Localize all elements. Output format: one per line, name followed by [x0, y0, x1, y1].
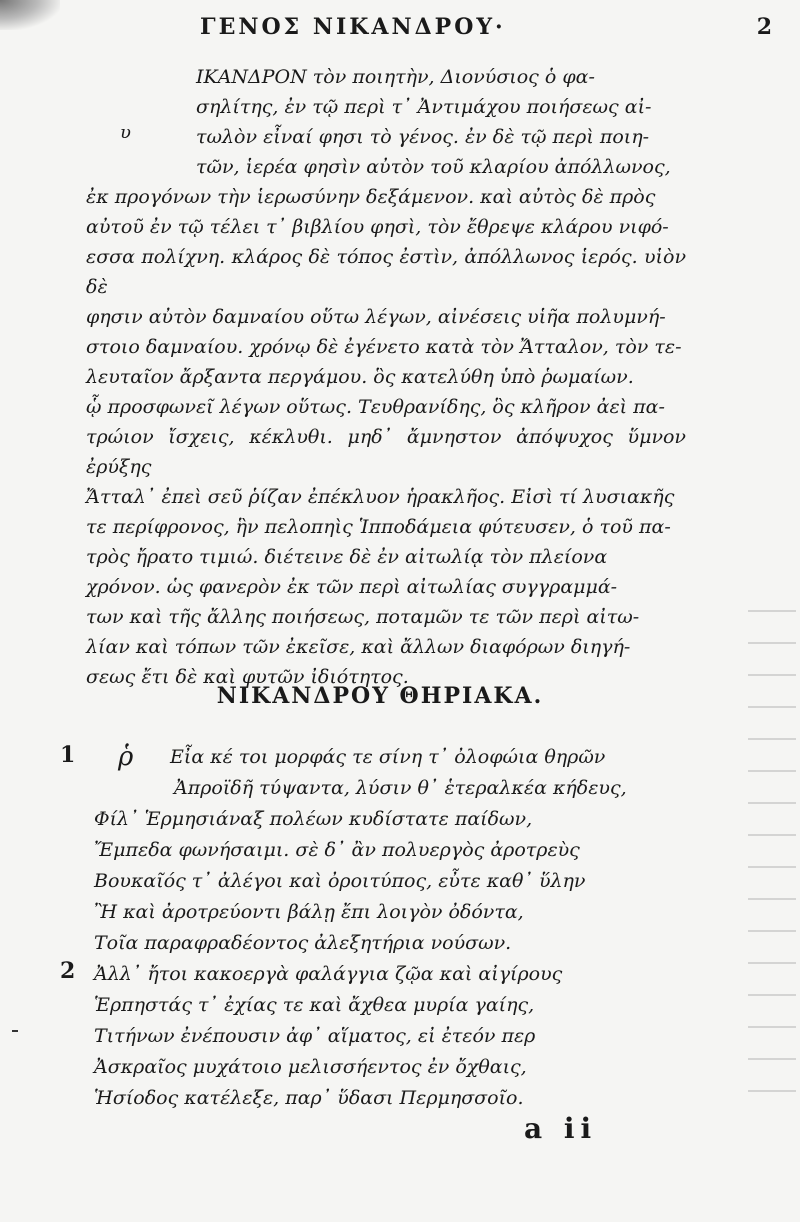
prose-line: Ἄτταλ᾽ ἐπεὶ σεῦ ῥίζαν ἐπέκλυον ἡρακλῆος. Εἰσὶ τί λυσιακῆς	[86, 486, 675, 508]
verse-line: Βουκαῖός τ᾽ ἀλέγοι καὶ ὀροιτύπος, εὖτε καθ᾽ ὕλην	[94, 870, 586, 892]
poem-verses	[74, 742, 634, 1114]
life-of-nicander-text	[86, 62, 686, 692]
prose-line: τρὸς ἤρατο τιμιώ. διέτεινε δὲ ἐν αἰτωλίᾳ τὸν πλείονα	[86, 546, 608, 568]
verse-line: Ἔμπεδα φωνήσαιμι. σὲ δ᾽ ἂν πολυεργὸς ἀροτρεὺς	[94, 839, 580, 861]
running-head	[200, 14, 780, 40]
page-corner-shadow	[0, 0, 60, 30]
verse-line: Ἢ καὶ ἀροτρεύοντι βάλῃ ἔπι λοιγὸν ὀδόντα,	[94, 901, 524, 923]
prose-line: εσσα πολίχνη. κλάρος δὲ τόπος ἐστὶν, ἀπόλλωνος ἱερός. υἱὸν δὲ	[86, 246, 686, 298]
signature-mark: a ii	[524, 1112, 598, 1145]
verse-line: Φίλ᾽ Ἑρμησιάναξ πολέων κυδίστατε παίδων,	[94, 808, 533, 830]
prose-line: των καὶ τῆς ἄλλης ποιήσεως, ποταμῶν τε τῶν περὶ αἰτω-	[86, 606, 640, 628]
prose-line: τρώιον ἴσχεις, κέκλυθι. μηδ᾽ ἄμνηστον ἀπόψυχος ὕμνον ἐρύξης	[86, 426, 686, 478]
prose-line: αὐτοῦ ἐν τῷ τέλει τ᾽ βιβλίου φησὶ, τὸν ἔθρεψε κλάρου νιφό-	[86, 216, 669, 238]
prose-line: ᾧ προσφωνεῖ λέγων οὕτως. Τευθρανίδης, ὃς κλῆρον ἀεὶ πα-	[86, 396, 665, 418]
prose-line: σηλίτης, ἐν τῷ περὶ τ᾽ Ἀντιμάχου ποιήσεως αἰ-	[196, 96, 652, 118]
verse-line: Εἶα κέ τοι μορφάς τε σίνη τ᾽ ὀλοφώια θηρῶν	[170, 746, 606, 768]
prose-line: τε περίφρονος, ἣν πελοπηὶς Ἱπποδάμεια φύτευσεν, ὁ τοῦ πα-	[86, 516, 671, 538]
prose-line: τῶν, ἱερέα φησὶν αὐτὸν τοῦ κλαρίου ἀπόλλωνος,	[196, 156, 671, 178]
prose-line: λευταῖον ἄρξαντα περγάμου. ὃς κατελύθη ὑπὸ ῥωμαίων.	[86, 366, 634, 388]
verse-line: Ἡσίοδος κατέλεξε, παρ᾽ ὕδασι Περμησσοῖο.	[94, 1087, 524, 1109]
verse-line: Ἀλλ᾽ ἤτοι κακοεργὰ φαλάγγια ζῷα καὶ αἰγίρους	[94, 963, 563, 985]
initial-letter: ῥ	[118, 742, 134, 772]
show-through-text	[740, 600, 800, 1120]
verse-number: 2	[60, 958, 76, 984]
prose-line: λίαν καὶ τόπων τῶν ἐκεῖσε, καὶ ἄλλων διαφόρων διηγή-	[86, 636, 631, 658]
prose-line: φησιν αὐτὸν δαμναίου οὕτω λέγων, αἰνέσεις υἱῆα πολυμνή-	[86, 306, 666, 328]
prose-line: στοιο δαμναίου. χρόνῳ δὲ ἐγένετο κατὰ τὸν Ἄτταλον, τὸν τε-	[86, 336, 682, 358]
marginal-letter: υ	[120, 122, 131, 143]
prose-line: τωλὸν εἶναί φησι τὸ γένος. ἐν δὲ τῷ περὶ ποιη-	[196, 126, 650, 148]
page-number: 2	[756, 14, 772, 40]
running-title: ΓΕΝΟΣ ΝΙΚΑΝΔΡΟΥ·	[200, 14, 506, 40]
verse-line: Ἑρπηστάς τ᾽ ἐχίας τε καὶ ἄχθεα μυρία γαίης,	[94, 994, 535, 1016]
prose-line: σεως ἔτι δὲ καὶ φυτῶν ἰδιότητος.	[86, 666, 409, 688]
verse-line: Τοῖα παραφραδέοντος ἀλεξητήρια νούσων.	[94, 932, 512, 954]
section-title: ΝΙΚΑΝΔΡΟΥ ΘΗΡΙΑΚΑ.	[216, 683, 544, 709]
verse-line: Τιτήνων ἐνέπουσιν ἀφ᾽ αἵματος, εἰ ἐτεόν περ	[94, 1025, 536, 1047]
verse-line: Ἀπροϊδῆ τύψαντα, λύσιν θ᾽ ἑτεραλκέα κήδευς,	[174, 777, 627, 799]
verse-number: 1	[60, 742, 76, 768]
prose-line: χρόνον. ὡς φανερὸν ἐκ τῶν περὶ αἰτωλίας συγγραμμά-	[86, 576, 618, 598]
prose-line: ΙΚΑΝΔΡΟΝ τὸν ποιητὴν, Διονύσιος ὁ φα-	[196, 66, 595, 88]
prose-line: ἐκ προγόνων τὴν ἱερωσύνην δεξάμενον. καὶ αὐτὸς δὲ πρὸς	[86, 186, 656, 208]
margin-mark	[12, 1030, 18, 1032]
verse-line: Ἀσκραῖος μυχάτοιο μελισσήεντος ἐν ὄχθαις,	[94, 1056, 527, 1078]
